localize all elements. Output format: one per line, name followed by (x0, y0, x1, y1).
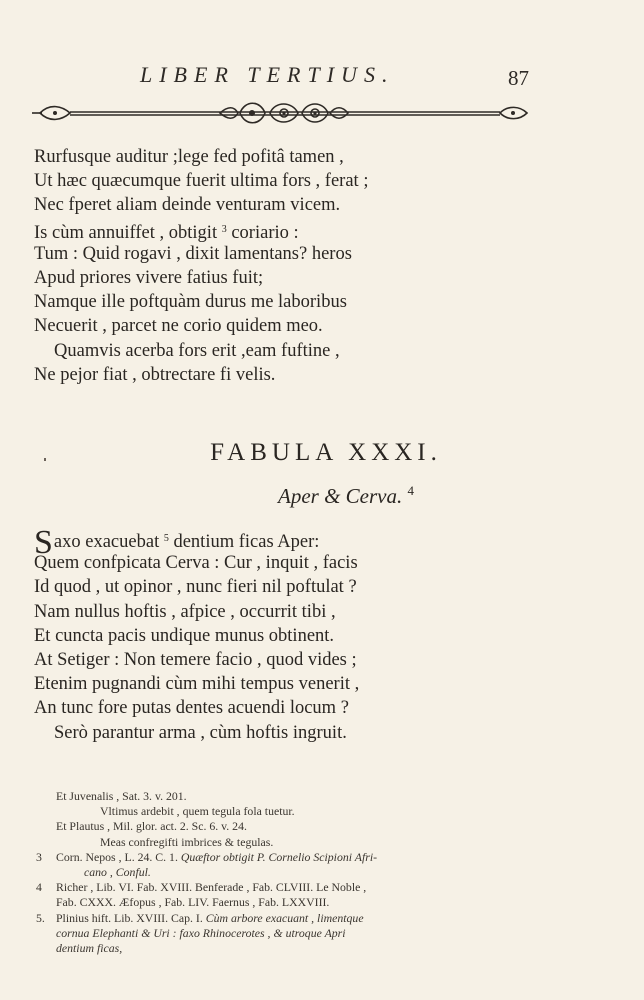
verse-line: Serò parantur arma , cùm hoftis ingruit. (54, 722, 347, 743)
verse-line: An tunc fore putas dentes acuendi locum ? (34, 698, 349, 719)
verse-line: Ne pejor fiat , obtrectare fi velis. (34, 364, 276, 385)
footnote-text: Fab. CXXX. Æfopus , Fab. LIV. Faernus , Fab. LXXVIII. (56, 895, 330, 910)
fable-subtitle-text: Aper & Cerva. (278, 484, 403, 508)
footnote-line (36, 789, 636, 804)
footnote-text: Et Juvenalis , Sat. 3. v. 201. (56, 789, 187, 803)
footnote-mark: 5. (36, 910, 45, 925)
footnote-line (36, 895, 636, 910)
verse-line: Nec fperet aliam deinde venturam vicem. (34, 195, 341, 216)
verse-line: Quem confpicata Cerva : Cur , inquit , facis (34, 553, 358, 574)
verse-line: Necuerit , parcet ne corio quidem meo. (34, 316, 323, 337)
verse-line-text: axo exacuebat (53, 532, 160, 552)
footnote-reference: 5 (163, 533, 169, 544)
fable-subtitle (0, 483, 644, 509)
footnote-4 (36, 880, 636, 895)
verse-line (34, 218, 634, 242)
verse-line (34, 524, 634, 561)
footnote-line (36, 941, 636, 956)
footnote-line (36, 865, 636, 880)
verse-line-text: coriario : (231, 222, 299, 243)
verse-line: Tum : Quid rogavi , dixit lamentans? heros (34, 243, 352, 264)
footnote-line (36, 926, 636, 941)
footnote-text: Richer , Lib. VI. Fab. XVIII. Benferade , Fab. CLVIII. Le Noble , (56, 880, 367, 895)
footnote-text: cano , Conful. (84, 864, 151, 879)
fable-title: FABULA XXXI. (210, 439, 442, 466)
verse-line: Ut hæc quæcumque fuerit ultima fors , ferat ; (34, 171, 369, 192)
running-title: LIBER TERTIUS. (140, 62, 395, 87)
footnote-5 (36, 911, 636, 926)
footnote-text: Cùm arbore exacuant , limentque (205, 910, 364, 925)
footnote-quote: Vltimus ardebit , quem tegula fola tuetur. (100, 804, 295, 819)
footnote-text: Et Plautus , Mil. glor. act. 2. Sc. 6. v. 24. (56, 819, 247, 834)
page-number: 87 (508, 66, 529, 90)
verse-line-text: Is cùm annuiffet , obtigit (34, 222, 218, 243)
footnote-reference: 4 (407, 483, 414, 498)
footnote-text: dentium ficas, (56, 940, 123, 955)
verse-line: Etenim pugnandi cùm mihi tempus venerit , (34, 674, 360, 695)
verse-line: Namque ille poftquàm durus me laboribus (34, 292, 347, 313)
footnote-line (36, 835, 636, 850)
verse-line-text: dentium ficas Aper: (173, 532, 320, 552)
verse-line: At Setiger : Non temere facio , quod vides ; (34, 649, 357, 670)
floral-rule-ornament-icon (30, 98, 530, 128)
verse-line: Id quod , ut opinor , nunc fieri nil poftulat ? (34, 577, 357, 598)
footnote-mark: 3 (36, 849, 42, 864)
verse-line: Apud priores vivere fatius fuit; (34, 267, 264, 288)
footnote-mark: 4 (36, 880, 42, 895)
footnotes (36, 789, 636, 956)
footnote-3 (36, 850, 636, 865)
verse-block-fable-30-ending (34, 145, 634, 387)
footnote-line (36, 819, 636, 834)
drop-cap: S (34, 524, 53, 561)
page-header (0, 62, 644, 92)
footnote-line (36, 804, 636, 819)
verse-line: Et cuncta pacis undique munus obtinent. (34, 625, 335, 646)
footnote-text: Quæftor obtigit P. Cornelio Scipioni Afri- (180, 849, 378, 864)
verse-block-fable-31 (34, 524, 634, 745)
footnote-quote: Meas confregifti imbrices & tegulas. (100, 834, 274, 849)
verse-line: Quamvis acerba fors erit ,eam fuftine , (54, 340, 340, 361)
footnote-text: Corn. Nepos , L. 24. C. 1. (56, 849, 178, 864)
footnote-text: cornua Elephanti & Uri : faxo Rhinocerotes , & utroque Apri (56, 925, 346, 940)
footnote-reference: 3 (221, 223, 227, 235)
verse-line: Rurfusque auditur ;lege fed pofitâ tamen , (34, 147, 344, 167)
verse-line: Nam nullus hoftis , afpice , occurrit tibi , (34, 601, 336, 622)
footnote-text: Plinius hift. Lib. XVIII. Cap. I. (56, 910, 203, 925)
